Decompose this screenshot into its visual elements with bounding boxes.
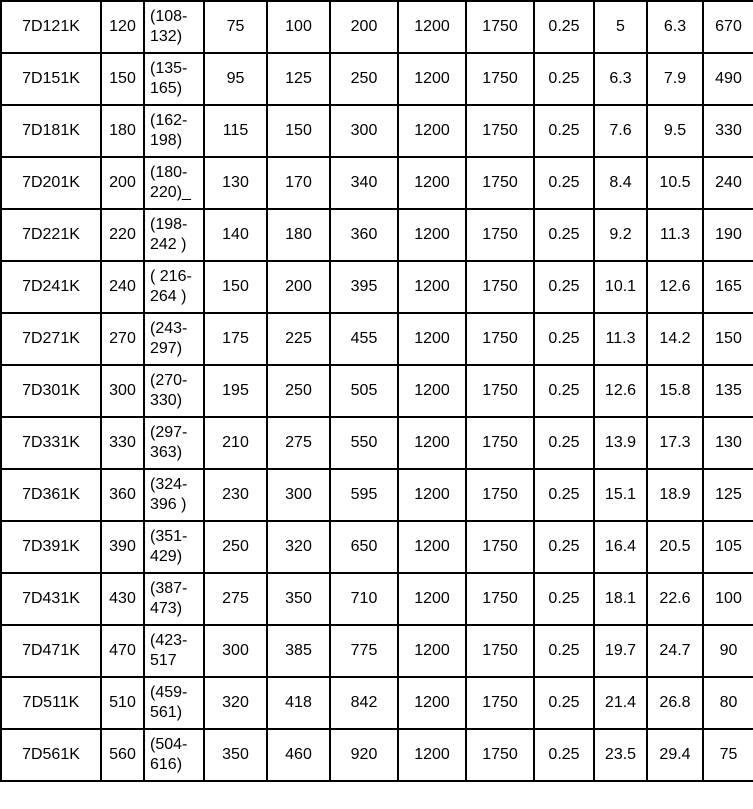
table-cell-v8: 10.5 xyxy=(647,157,703,209)
table-cell-v3: 650 xyxy=(330,521,398,573)
table-cell-v5: 1750 xyxy=(466,313,534,365)
table-cell-v7: 19.7 xyxy=(594,625,647,677)
table-cell-v6: 0.25 xyxy=(534,157,594,209)
table-cell-v6: 0.25 xyxy=(534,417,594,469)
table-cell-v8: 14.2 xyxy=(647,313,703,365)
table-cell-model: 7D221K xyxy=(1,209,101,261)
table-row xyxy=(1,313,753,365)
table-cell-range: (180-220)_ xyxy=(144,157,204,209)
table-cell-model: 7D121K xyxy=(1,1,101,53)
table-cell-v2: 385 xyxy=(267,625,330,677)
table-row xyxy=(1,157,753,209)
table-cell-v1: 75 xyxy=(204,1,267,53)
table-cell-v3: 775 xyxy=(330,625,398,677)
table-row xyxy=(1,209,753,261)
table-cell-v4: 1200 xyxy=(398,1,466,53)
table-cell-v9: 130 xyxy=(703,417,753,469)
table-cell-range: (108-132) xyxy=(144,1,204,53)
table-cell-v7: 21.4 xyxy=(594,677,647,729)
table-cell-v7: 15.1 xyxy=(594,469,647,521)
table-cell-v8: 6.3 xyxy=(647,1,703,53)
table-cell-model: 7D301K xyxy=(1,365,101,417)
table-cell-v7: 5 xyxy=(594,1,647,53)
table-cell-v7: 10.1 xyxy=(594,261,647,313)
table-cell-range: (243-297) xyxy=(144,313,204,365)
table-cell-v2: 350 xyxy=(267,573,330,625)
table-cell-rating: 560 xyxy=(101,729,144,781)
table-cell-v7: 12.6 xyxy=(594,365,647,417)
table-cell-v7: 8.4 xyxy=(594,157,647,209)
table-cell-v9: 105 xyxy=(703,521,753,573)
table-cell-v3: 595 xyxy=(330,469,398,521)
table-cell-v8: 11.3 xyxy=(647,209,703,261)
table-cell-v3: 200 xyxy=(330,1,398,53)
table-cell-rating: 430 xyxy=(101,573,144,625)
table-cell-v4: 1200 xyxy=(398,729,466,781)
table-cell-v4: 1200 xyxy=(398,365,466,417)
table-cell-model: 7D331K xyxy=(1,417,101,469)
table-cell-v5: 1750 xyxy=(466,729,534,781)
table-cell-v1: 95 xyxy=(204,53,267,105)
table-cell-v4: 1200 xyxy=(398,417,466,469)
table-cell-v4: 1200 xyxy=(398,261,466,313)
table-cell-rating: 300 xyxy=(101,365,144,417)
table-cell-v8: 7.9 xyxy=(647,53,703,105)
table-cell-v1: 140 xyxy=(204,209,267,261)
table-cell-v4: 1200 xyxy=(398,209,466,261)
table-cell-model: 7D361K xyxy=(1,469,101,521)
table-cell-v1: 130 xyxy=(204,157,267,209)
table-cell-v6: 0.25 xyxy=(534,53,594,105)
table-cell-v9: 80 xyxy=(703,677,753,729)
table-cell-rating: 270 xyxy=(101,313,144,365)
table-cell-v2: 100 xyxy=(267,1,330,53)
table-cell-v3: 395 xyxy=(330,261,398,313)
table-cell-range: (270-330) xyxy=(144,365,204,417)
table-cell-model: 7D511K xyxy=(1,677,101,729)
table-cell-v2: 460 xyxy=(267,729,330,781)
table-cell-v9: 75 xyxy=(703,729,753,781)
table-row xyxy=(1,417,753,469)
table-cell-v1: 320 xyxy=(204,677,267,729)
table-row xyxy=(1,53,753,105)
table-cell-v3: 550 xyxy=(330,417,398,469)
table-cell-v6: 0.25 xyxy=(534,105,594,157)
table-cell-v3: 300 xyxy=(330,105,398,157)
table-cell-v6: 0.25 xyxy=(534,209,594,261)
table-cell-v5: 1750 xyxy=(466,521,534,573)
table-row xyxy=(1,469,753,521)
table-cell-v1: 275 xyxy=(204,573,267,625)
table-cell-v1: 350 xyxy=(204,729,267,781)
table-cell-rating: 390 xyxy=(101,521,144,573)
table-row xyxy=(1,521,753,573)
table-cell-v2: 170 xyxy=(267,157,330,209)
table-cell-rating: 510 xyxy=(101,677,144,729)
table-cell-model: 7D271K xyxy=(1,313,101,365)
table-cell-v9: 135 xyxy=(703,365,753,417)
table-row xyxy=(1,1,753,53)
table-cell-v7: 18.1 xyxy=(594,573,647,625)
table-cell-v2: 300 xyxy=(267,469,330,521)
table-cell-v8: 22.6 xyxy=(647,573,703,625)
table-cell-v2: 125 xyxy=(267,53,330,105)
table-cell-range: (504-616) xyxy=(144,729,204,781)
table-cell-v9: 190 xyxy=(703,209,753,261)
table-cell-v4: 1200 xyxy=(398,469,466,521)
table-cell-v6: 0.25 xyxy=(534,625,594,677)
table-cell-v3: 920 xyxy=(330,729,398,781)
table-cell-range: ( 216-264 ) xyxy=(144,261,204,313)
table-cell-rating: 330 xyxy=(101,417,144,469)
table-cell-v9: 125 xyxy=(703,469,753,521)
table-cell-v6: 0.25 xyxy=(534,677,594,729)
table-cell-v1: 250 xyxy=(204,521,267,573)
table-cell-v1: 115 xyxy=(204,105,267,157)
table-cell-v8: 9.5 xyxy=(647,105,703,157)
table-cell-v7: 16.4 xyxy=(594,521,647,573)
table-cell-v4: 1200 xyxy=(398,313,466,365)
table-cell-v9: 490 xyxy=(703,53,753,105)
table-cell-model: 7D241K xyxy=(1,261,101,313)
table-cell-v3: 842 xyxy=(330,677,398,729)
table-cell-v1: 300 xyxy=(204,625,267,677)
table-cell-v2: 250 xyxy=(267,365,330,417)
table-cell-v1: 210 xyxy=(204,417,267,469)
table-cell-model: 7D391K xyxy=(1,521,101,573)
table-cell-v5: 1750 xyxy=(466,261,534,313)
table-cell-v8: 24.7 xyxy=(647,625,703,677)
table-cell-v1: 175 xyxy=(204,313,267,365)
table-cell-v4: 1200 xyxy=(398,625,466,677)
table-cell-v6: 0.25 xyxy=(534,313,594,365)
table-cell-model: 7D431K xyxy=(1,573,101,625)
table-cell-v5: 1750 xyxy=(466,469,534,521)
table-cell-v7: 7.6 xyxy=(594,105,647,157)
table-cell-v5: 1750 xyxy=(466,573,534,625)
table-cell-model: 7D471K xyxy=(1,625,101,677)
table-cell-rating: 220 xyxy=(101,209,144,261)
table-cell-v6: 0.25 xyxy=(534,521,594,573)
table-row xyxy=(1,105,753,157)
table-cell-v5: 1750 xyxy=(466,209,534,261)
table-cell-v2: 200 xyxy=(267,261,330,313)
table-cell-v7: 9.2 xyxy=(594,209,647,261)
table-cell-rating: 360 xyxy=(101,469,144,521)
table-cell-v7: 13.9 xyxy=(594,417,647,469)
table-cell-range: (198-242 ) xyxy=(144,209,204,261)
table-cell-rating: 120 xyxy=(101,1,144,53)
table-row xyxy=(1,625,753,677)
table-cell-v5: 1750 xyxy=(466,677,534,729)
table-cell-v2: 320 xyxy=(267,521,330,573)
table-cell-v5: 1750 xyxy=(466,625,534,677)
table-cell-v1: 150 xyxy=(204,261,267,313)
table-cell-rating: 150 xyxy=(101,53,144,105)
table-cell-v6: 0.25 xyxy=(534,1,594,53)
table-cell-v6: 0.25 xyxy=(534,469,594,521)
table-cell-v9: 670 xyxy=(703,1,753,53)
table-cell-v9: 165 xyxy=(703,261,753,313)
table-row xyxy=(1,573,753,625)
table-cell-v8: 12.6 xyxy=(647,261,703,313)
table-cell-range: (459-561) xyxy=(144,677,204,729)
table-cell-v8: 17.3 xyxy=(647,417,703,469)
table-cell-v7: 11.3 xyxy=(594,313,647,365)
table-row xyxy=(1,261,753,313)
table-cell-v6: 0.25 xyxy=(534,573,594,625)
table-cell-v5: 1750 xyxy=(466,157,534,209)
table-cell-v5: 1750 xyxy=(466,53,534,105)
table-cell-v5: 1750 xyxy=(466,105,534,157)
table-cell-v8: 29.4 xyxy=(647,729,703,781)
table-cell-range: (135-165) xyxy=(144,53,204,105)
table-body xyxy=(1,1,753,781)
table-cell-v4: 1200 xyxy=(398,521,466,573)
table-cell-v8: 15.8 xyxy=(647,365,703,417)
table-cell-v4: 1200 xyxy=(398,53,466,105)
table-cell-v4: 1200 xyxy=(398,105,466,157)
table-cell-range: (387-473) xyxy=(144,573,204,625)
table-row xyxy=(1,677,753,729)
table-cell-rating: 200 xyxy=(101,157,144,209)
table-row xyxy=(1,729,753,781)
table-cell-v9: 240 xyxy=(703,157,753,209)
table-cell-range: (162-198) xyxy=(144,105,204,157)
table-cell-v2: 150 xyxy=(267,105,330,157)
table-cell-v8: 26.8 xyxy=(647,677,703,729)
table-cell-v9: 330 xyxy=(703,105,753,157)
table-cell-v6: 0.25 xyxy=(534,365,594,417)
table-cell-range: (297-363) xyxy=(144,417,204,469)
table-cell-v1: 195 xyxy=(204,365,267,417)
table-cell-v9: 100 xyxy=(703,573,753,625)
table-cell-v4: 1200 xyxy=(398,677,466,729)
table-cell-v6: 0.25 xyxy=(534,729,594,781)
table-cell-v5: 1750 xyxy=(466,1,534,53)
table-cell-model: 7D181K xyxy=(1,105,101,157)
table-cell-v9: 90 xyxy=(703,625,753,677)
table-cell-v2: 275 xyxy=(267,417,330,469)
table-cell-model: 7D151K xyxy=(1,53,101,105)
table-cell-v3: 455 xyxy=(330,313,398,365)
table-cell-v4: 1200 xyxy=(398,157,466,209)
table-cell-range: (324-396 ) xyxy=(144,469,204,521)
table-cell-v8: 18.9 xyxy=(647,469,703,521)
table-cell-model: 7D561K xyxy=(1,729,101,781)
table-cell-model: 7D201K xyxy=(1,157,101,209)
table-cell-v2: 180 xyxy=(267,209,330,261)
table-cell-v4: 1200 xyxy=(398,573,466,625)
table-cell-v1: 230 xyxy=(204,469,267,521)
table-cell-v3: 340 xyxy=(330,157,398,209)
table-cell-v7: 23.5 xyxy=(594,729,647,781)
table-cell-v7: 6.3 xyxy=(594,53,647,105)
table-cell-v5: 1750 xyxy=(466,417,534,469)
table-cell-v2: 418 xyxy=(267,677,330,729)
table-cell-v6: 0.25 xyxy=(534,261,594,313)
table-row xyxy=(1,365,753,417)
table-cell-v2: 225 xyxy=(267,313,330,365)
table-cell-range: (423-517 xyxy=(144,625,204,677)
table-cell-range: (351-429) xyxy=(144,521,204,573)
table-cell-v3: 710 xyxy=(330,573,398,625)
table-cell-v3: 250 xyxy=(330,53,398,105)
table-cell-v3: 505 xyxy=(330,365,398,417)
table-cell-v8: 20.5 xyxy=(647,521,703,573)
table-cell-v5: 1750 xyxy=(466,365,534,417)
table-cell-rating: 180 xyxy=(101,105,144,157)
table-cell-rating: 470 xyxy=(101,625,144,677)
table-cell-v3: 360 xyxy=(330,209,398,261)
table-cell-rating: 240 xyxy=(101,261,144,313)
table-cell-v9: 150 xyxy=(703,313,753,365)
